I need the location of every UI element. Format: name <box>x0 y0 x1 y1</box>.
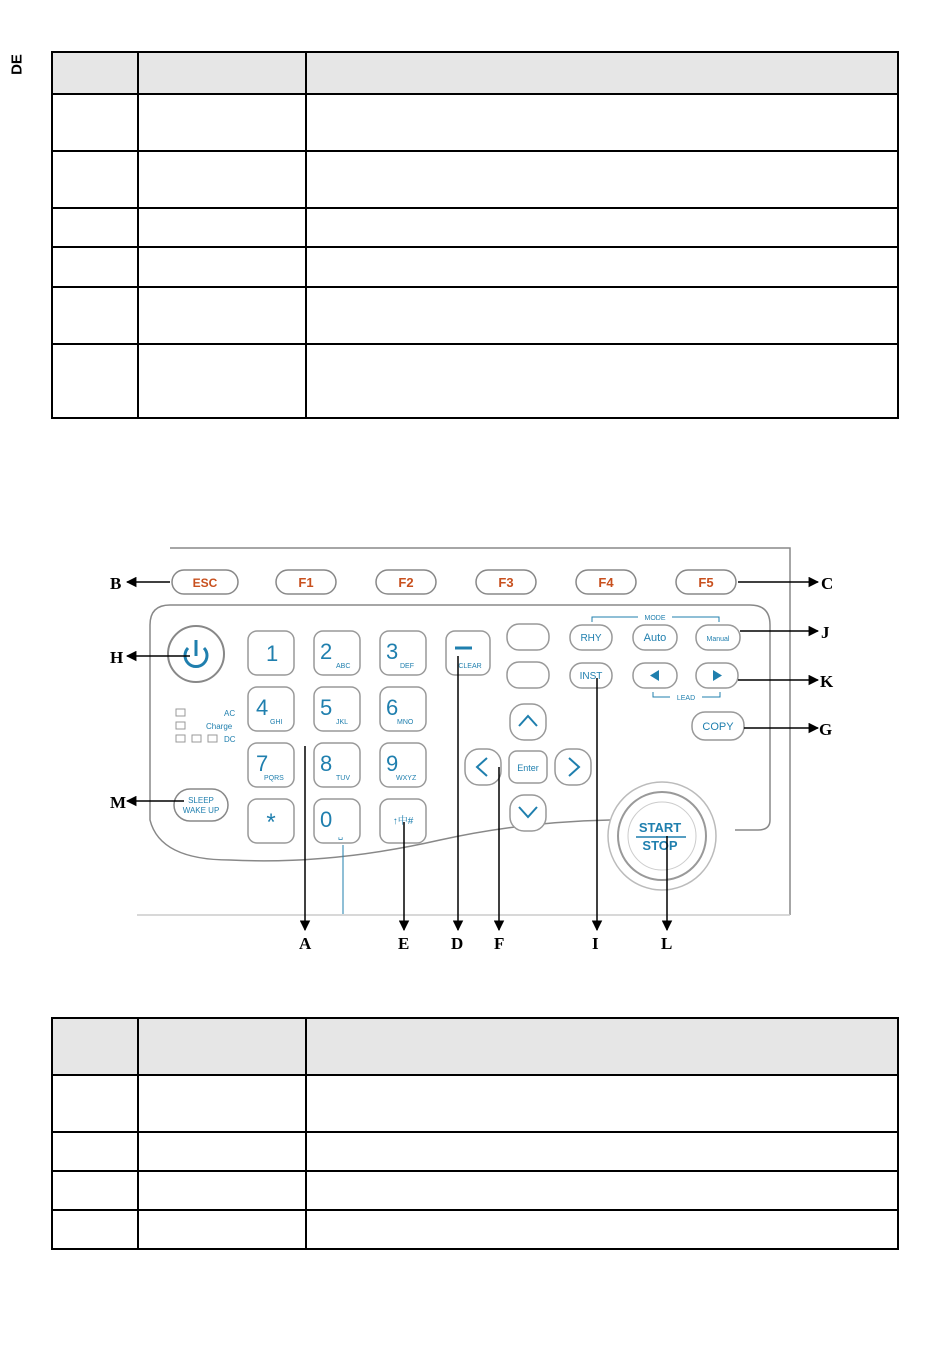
table-cell <box>306 247 898 287</box>
key-6[interactable] <box>380 687 426 731</box>
callout-a: A <box>299 934 312 953</box>
table-cell <box>306 1018 898 1075</box>
key-digit: 2 <box>320 639 333 664</box>
power-button[interactable] <box>168 626 224 682</box>
key-5[interactable] <box>314 687 360 731</box>
key-9[interactable] <box>380 743 426 787</box>
table-row <box>52 52 898 94</box>
key-1[interactable] <box>248 631 294 675</box>
f3-label: F3 <box>498 575 514 590</box>
key-digit: 4 <box>256 695 269 720</box>
callout-g: G <box>819 720 833 739</box>
key-letters: WXYZ <box>396 775 417 782</box>
key-7[interactable] <box>248 743 294 787</box>
table-cell <box>52 1171 138 1210</box>
table-cell <box>306 1075 898 1132</box>
auto-key[interactable] <box>633 625 677 650</box>
key-letters: TUV <box>336 775 350 782</box>
table-row <box>52 247 898 287</box>
blank-key-lower[interactable] <box>507 662 549 688</box>
key-2[interactable] <box>314 631 360 675</box>
f4-label: F4 <box>598 575 614 590</box>
function-key-row <box>172 570 736 594</box>
lead-prev-key[interactable] <box>633 663 677 688</box>
key-letters: DEF <box>400 663 414 670</box>
table-cell <box>138 52 306 94</box>
callout-d: D <box>451 934 464 953</box>
key-digit: 9 <box>386 751 399 776</box>
f4-key[interactable] <box>576 570 636 594</box>
table-cell <box>138 94 306 151</box>
table-cell <box>138 344 306 418</box>
key-letters: GHI <box>270 719 283 726</box>
rhy-label: RHY <box>580 633 602 644</box>
led-ac-label: AC <box>224 709 236 718</box>
table-cell <box>306 1132 898 1171</box>
table-cell <box>306 287 898 344</box>
key-letters: JKL <box>336 719 349 726</box>
table-cell <box>52 1018 138 1075</box>
table-row <box>52 1210 898 1249</box>
table-cell <box>306 1171 898 1210</box>
callout-m: M <box>110 793 127 812</box>
table-row <box>52 287 898 344</box>
table-cell <box>52 1132 138 1171</box>
enter-key[interactable] <box>509 751 547 783</box>
key-digit: 0 <box>320 807 333 832</box>
esc-label: ESC <box>192 576 218 590</box>
table-cell <box>138 287 306 344</box>
table-cell <box>138 247 306 287</box>
key-digit: 6 <box>386 695 399 720</box>
key-symbols[interactable] <box>380 799 426 843</box>
sleep-wake-button[interactable] <box>174 789 228 821</box>
language-code: DE <box>8 54 26 75</box>
table-cell <box>52 344 138 418</box>
table-row <box>52 94 898 151</box>
callout-i: I <box>592 934 599 953</box>
callout-b: B <box>110 574 122 593</box>
clear-key[interactable] <box>446 631 490 675</box>
table-row <box>52 344 898 418</box>
f1-label: F1 <box>298 575 314 590</box>
key-digit: ↑中# <box>392 816 414 827</box>
key-digit: 3 <box>386 639 399 664</box>
f2-label: F2 <box>398 575 414 590</box>
table-cell <box>52 1075 138 1132</box>
lead-next-key[interactable] <box>696 663 738 688</box>
key-3[interactable] <box>380 631 426 675</box>
table-cell <box>52 52 138 94</box>
stop-label: STOP <box>642 838 678 853</box>
arrow-left-key[interactable] <box>465 749 501 785</box>
key-digit: * <box>266 809 276 836</box>
key-8[interactable] <box>314 743 360 787</box>
manual-label: Manual <box>706 636 730 643</box>
inst-key[interactable] <box>570 663 612 688</box>
table-row <box>52 208 898 247</box>
enter-label: Enter <box>517 763 539 773</box>
key-letters: PQRS <box>264 775 284 782</box>
key-4[interactable] <box>248 687 294 731</box>
manual-key[interactable] <box>696 625 740 650</box>
auto-label: Auto <box>643 632 667 644</box>
rhy-key[interactable] <box>570 625 612 650</box>
f5-label: F5 <box>698 575 714 590</box>
esc-key[interactable] <box>172 570 238 594</box>
table-cell <box>138 1075 306 1132</box>
arrow-right-key[interactable] <box>555 749 591 785</box>
mode-label: MODE <box>644 615 666 622</box>
key-letters: MNO <box>397 719 414 726</box>
table-cell <box>306 94 898 151</box>
table-cell <box>52 94 138 151</box>
table-cell <box>306 151 898 208</box>
table-cell <box>306 344 898 418</box>
table-cell <box>138 1171 306 1210</box>
key-digit: 5 <box>320 695 333 720</box>
table-row <box>52 1132 898 1171</box>
f1-key[interactable] <box>276 570 336 594</box>
callout-l: L <box>661 934 673 953</box>
f5-key[interactable] <box>676 570 736 594</box>
table-cell <box>52 1210 138 1249</box>
clear-label: CLEAR <box>458 663 482 670</box>
top-table <box>51 51 899 419</box>
key-digit: 8 <box>320 751 333 776</box>
callout-c: C <box>821 574 834 593</box>
callout-f: F <box>494 934 505 953</box>
key-digit: 7 <box>256 751 269 776</box>
table-cell <box>138 1018 306 1075</box>
led-dc-label: DC <box>224 735 236 744</box>
table-row <box>52 151 898 208</box>
table-cell <box>52 151 138 208</box>
blank-key-upper[interactable] <box>507 624 549 650</box>
callout-k: K <box>820 672 834 691</box>
key-letters: ABC <box>336 663 351 670</box>
table-row <box>52 1075 898 1132</box>
f3-key[interactable] <box>476 570 536 594</box>
table-cell <box>138 1132 306 1171</box>
status-leds <box>176 709 236 744</box>
table-cell <box>306 208 898 247</box>
key-digit: 1 <box>266 641 279 666</box>
callout-h: H <box>110 648 124 667</box>
key-letters: ␣ <box>338 831 344 840</box>
start-label: START <box>638 820 682 835</box>
inst-label: INST <box>579 671 603 682</box>
key-0[interactable] <box>314 799 360 843</box>
wake-label: WAKE UP <box>182 806 220 815</box>
callout-j: J <box>821 623 830 642</box>
copy-key[interactable] <box>692 712 744 740</box>
table-cell <box>138 1210 306 1249</box>
table-cell <box>138 151 306 208</box>
table-cell <box>306 1210 898 1249</box>
key-star[interactable] <box>248 799 294 843</box>
table-cell <box>52 208 138 247</box>
language-tab <box>4 48 30 80</box>
table-cell <box>52 247 138 287</box>
sleep-label: SLEEP <box>188 796 214 805</box>
table-cell <box>306 52 898 94</box>
arrow-up-key[interactable] <box>510 704 546 740</box>
table-row <box>52 1018 898 1075</box>
bottom-table <box>51 1017 899 1250</box>
lead-group <box>653 692 720 702</box>
lead-label: LEAD <box>676 695 696 702</box>
start-stop-button[interactable] <box>608 782 716 890</box>
table-cell <box>138 208 306 247</box>
led-charge-label: Charge <box>206 722 233 731</box>
copy-label: COPY <box>702 721 734 733</box>
arrow-cluster <box>465 704 591 831</box>
f2-key[interactable] <box>376 570 436 594</box>
table-row <box>52 1171 898 1210</box>
arrow-down-key[interactable] <box>510 795 546 831</box>
mode-group <box>592 612 719 622</box>
table-cell <box>52 287 138 344</box>
numpad <box>248 631 426 843</box>
callout-e: E <box>398 934 410 953</box>
